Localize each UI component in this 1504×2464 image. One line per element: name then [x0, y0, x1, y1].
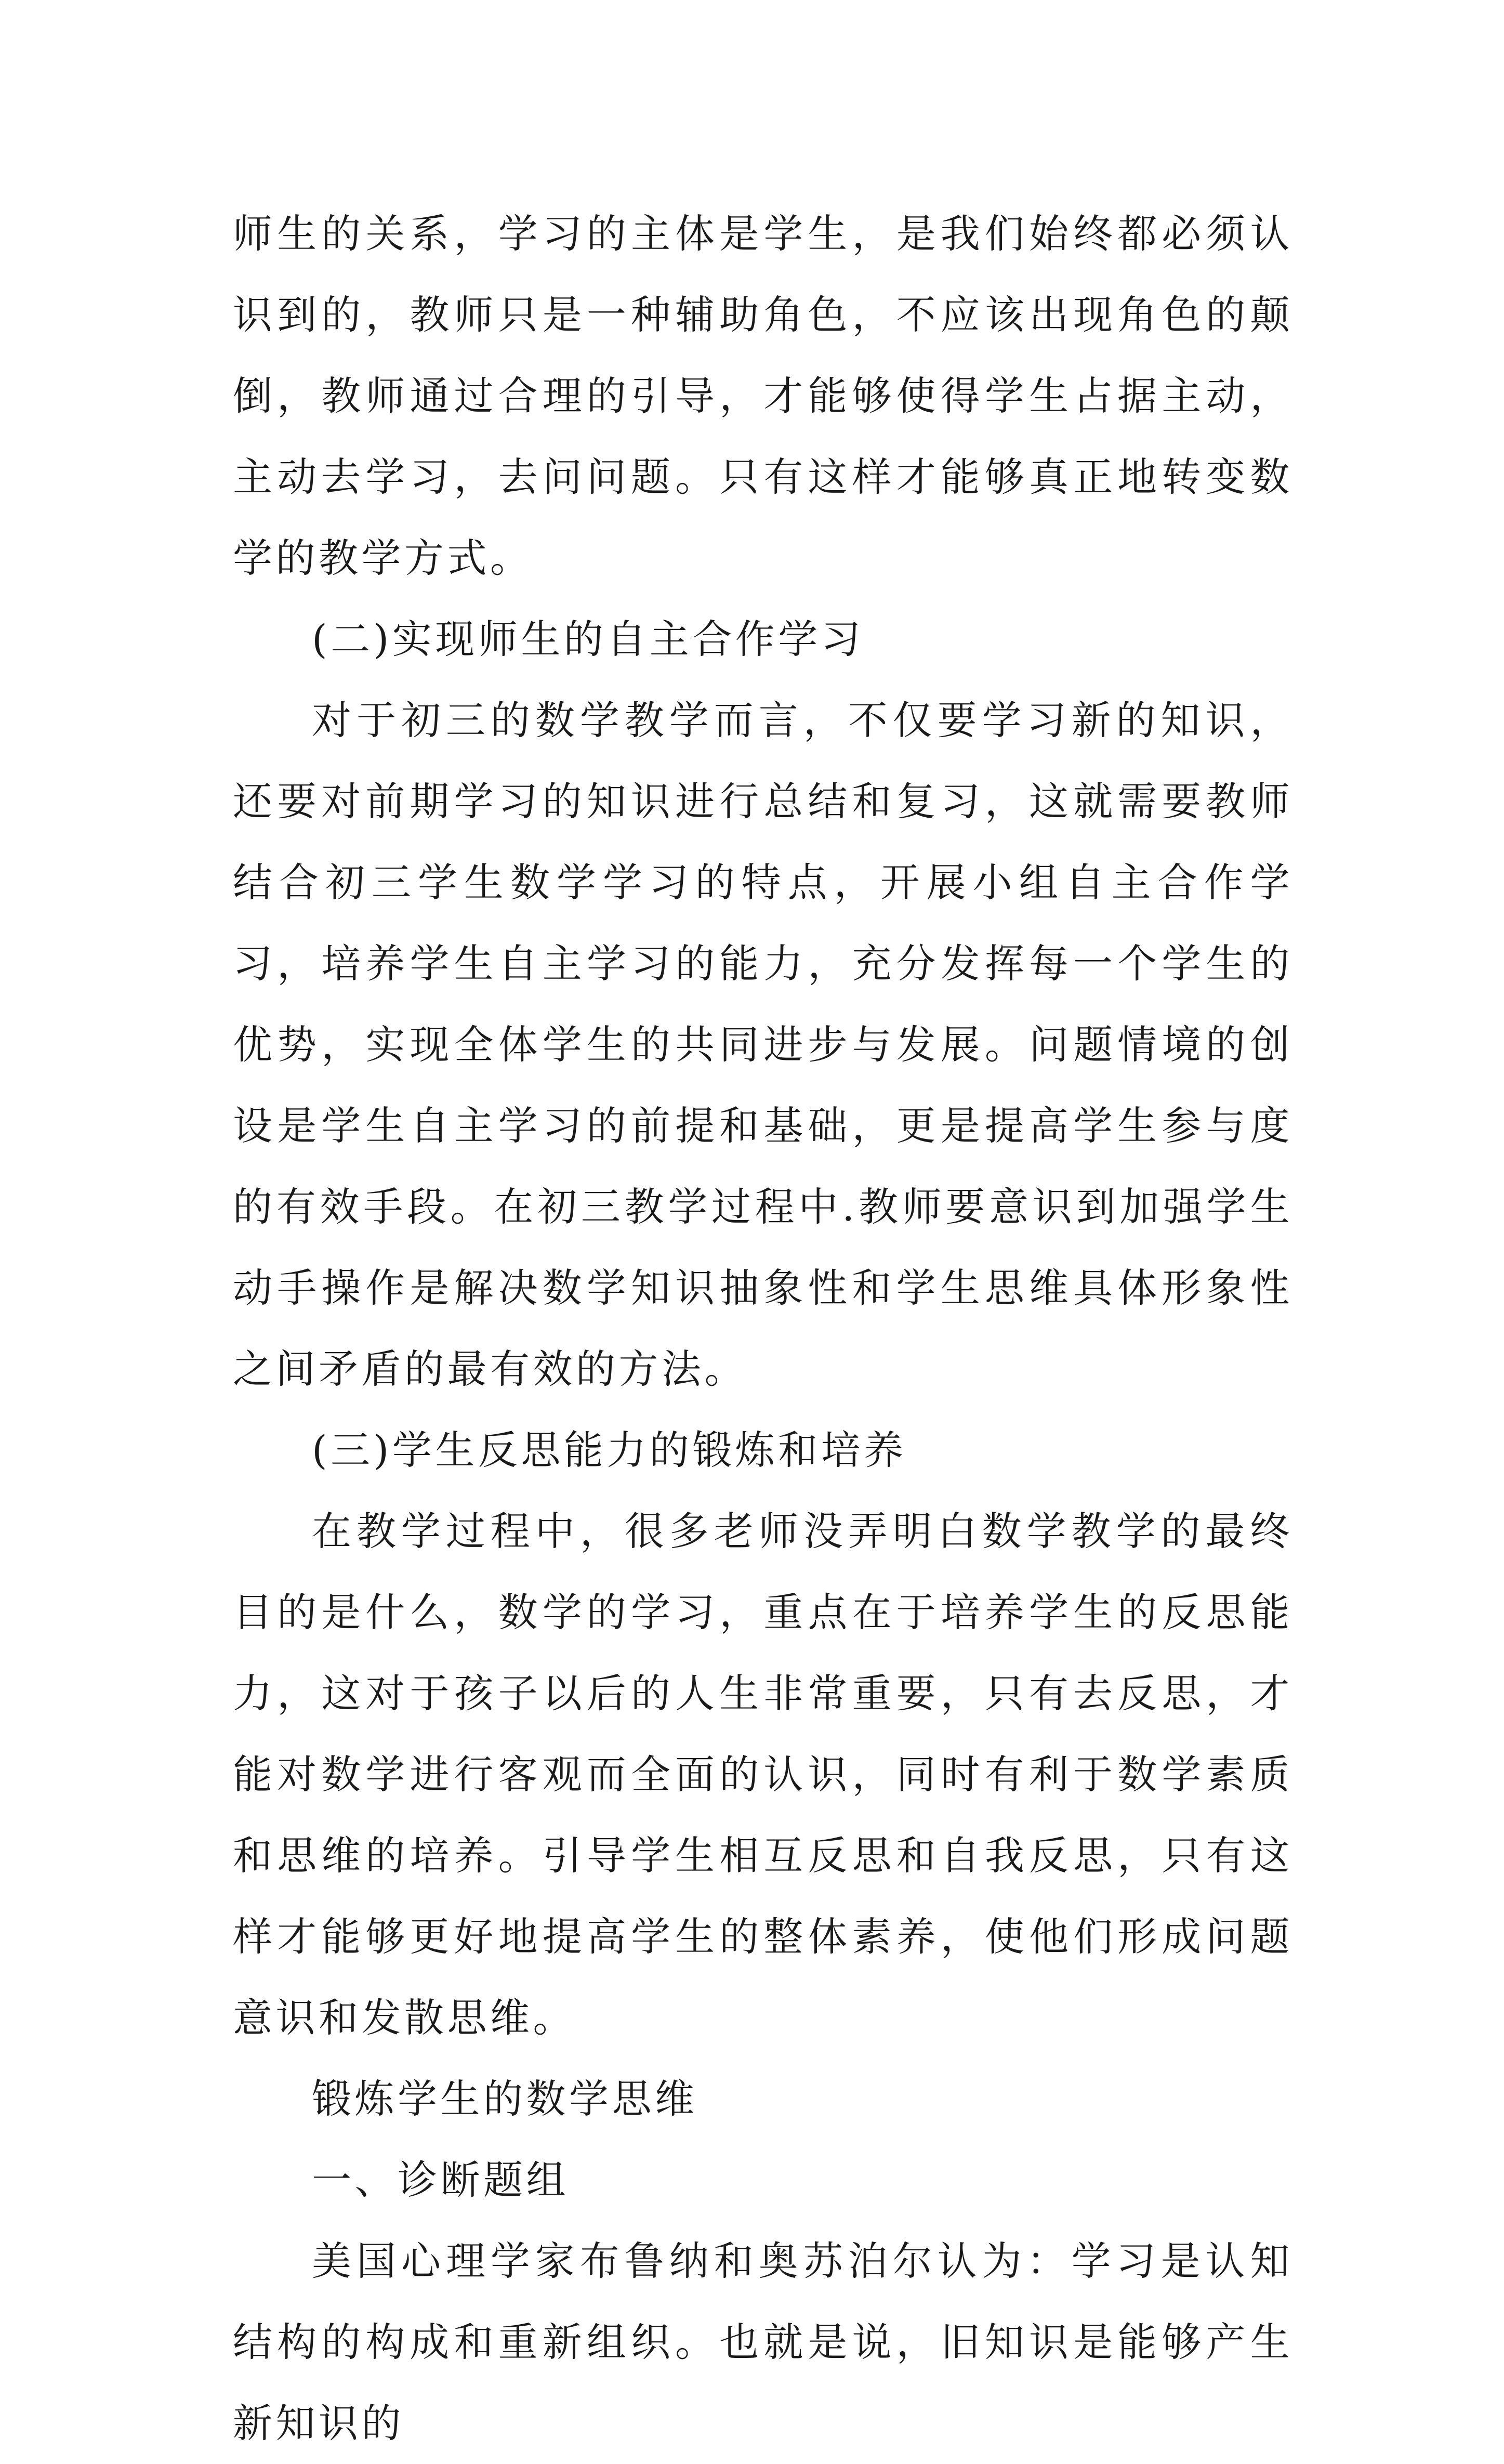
section-heading-2: (二)实现师生的自主合作学习 [312, 616, 864, 662]
document-body [233, 193, 1293, 2464]
paragraph-cooperative-learning: 对于初三的数学教学而言，不仅要学习新的知识，还要对前期学习的知识进行总结和复习，这就需要教师结合初三学生数学学习的特点，开展小组自主合作学习，培养学生自主学习的能力，充分发挥每一个学生的优势，实现全体学生的共同进步与发展。问题情境的创设是学生自主学习的前提和基础，更是提高学生参与度的有效手段。在初三教学过程中.教师要意识到加强学生动手操作是解决数学知识抽象性和学生思维具体形象性之间矛盾的最有效的方法。 [233, 697, 1293, 1392]
paragraph-reflection: 在教学过程中，很多老师没弄明白数学教学的最终目的是什么，数学的学习，重点在于培养学生的反思能力，这对于孩子以后的人生非常重要，只有去反思，才能对数学进行客观而全面的认识，同时有利于数学素质和思维的培养。引导学生相互反思和自我反思，只有这样才能够更好地提高学生的整体素养，使他们形成问题意识和发散思维。 [233, 1508, 1293, 2041]
section-title-math-thinking: 锻炼学生的数学思维 [312, 2076, 698, 2122]
section-heading-3: (三)学生反思能力的锻炼和培养 [312, 1427, 907, 1473]
subsection-heading-1: 一、诊断题组 [312, 2157, 569, 2203]
paragraph-diagnosis: 美国心理学家布鲁纳和奥苏泊尔认为：学习是认知结构的构成和重新组织。也就是说，旧知识是能够产生新知识的 [233, 2238, 1293, 2446]
paragraph-continued: 师生的关系，学习的主体是学生，是我们始终都必须认识到的，教师只是一种辅助角色，不应该出现角色的颠倒，教师通过合理的引导，才能够使得学生占据主动，主动去学习，去问问题。只有这样才能够真正地转变数学的教学方式。 [233, 211, 1293, 581]
